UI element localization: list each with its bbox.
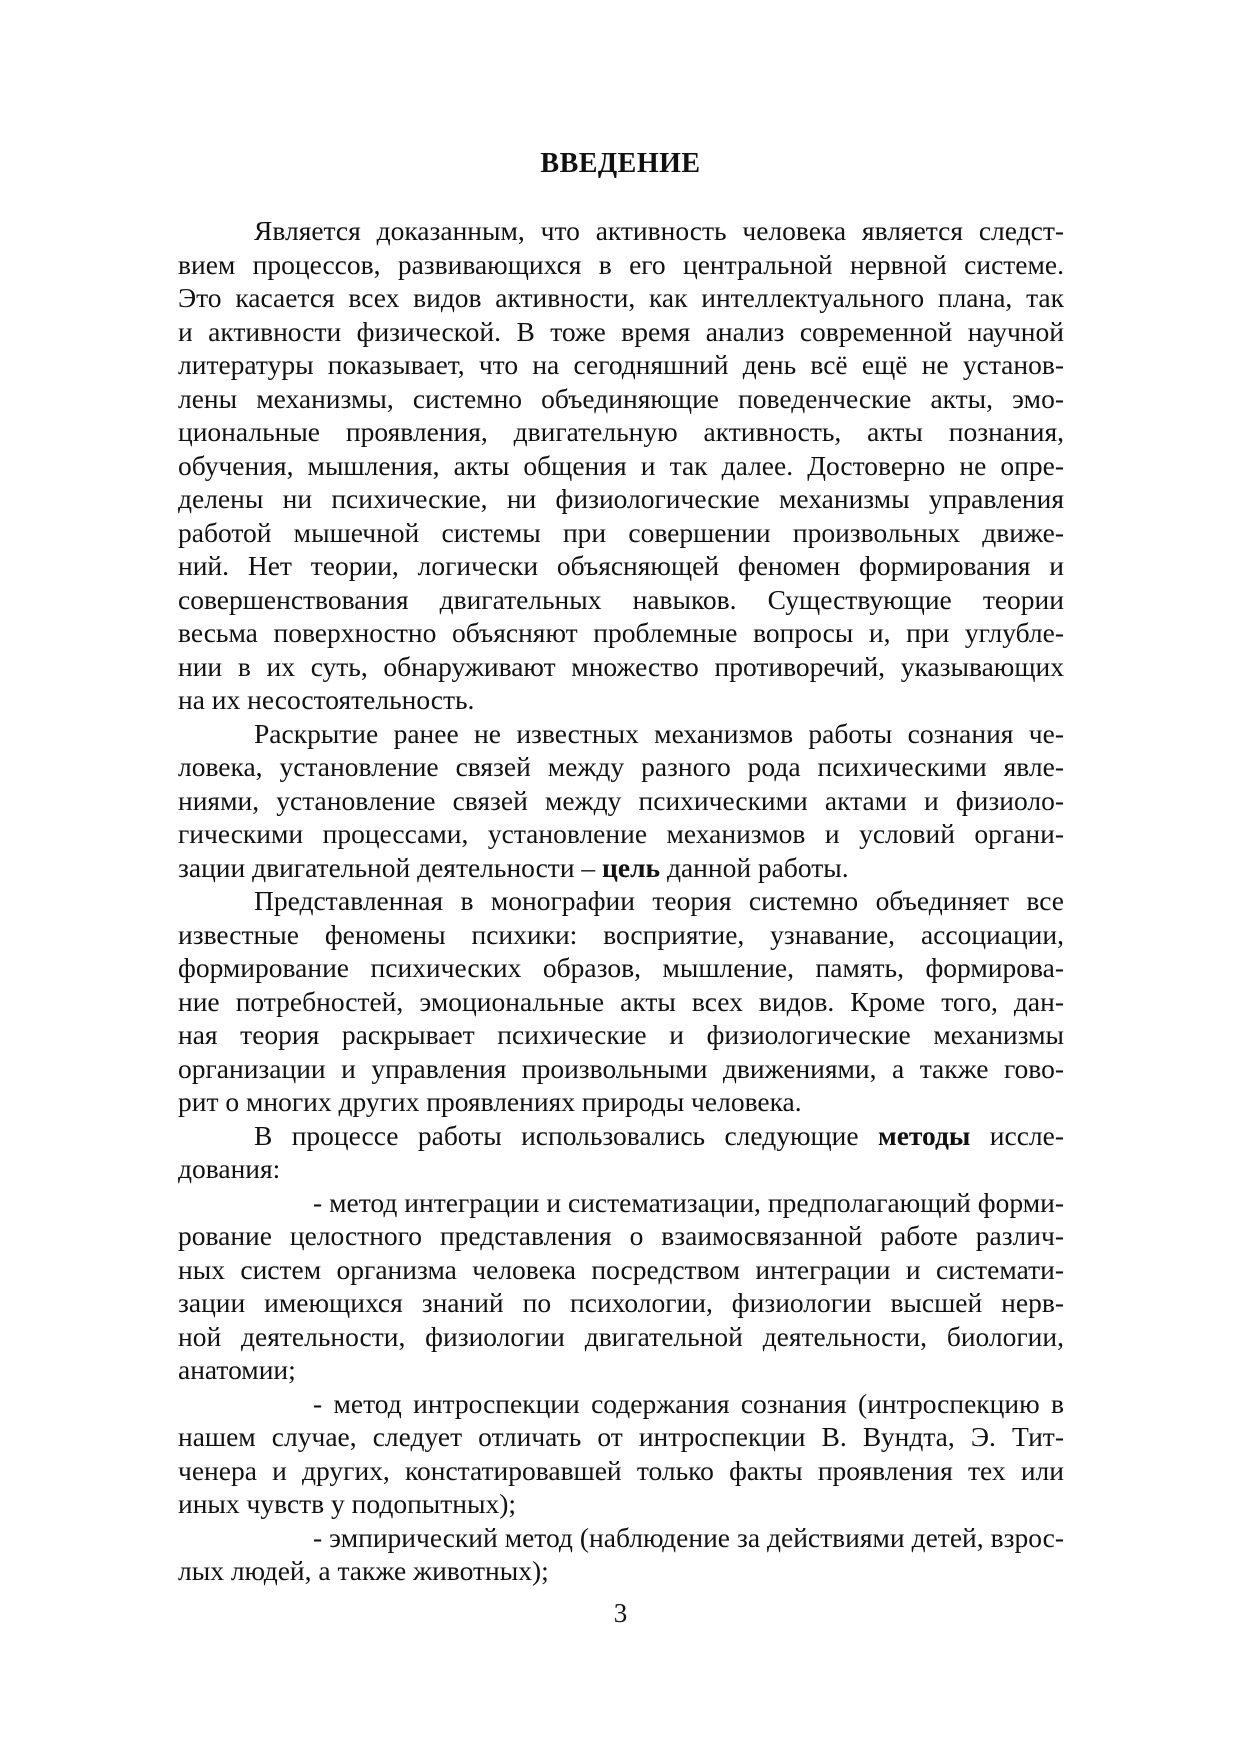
list-item-line: ченера и других, констатировавшей только факты проявления тех или	[178, 1454, 1064, 1486]
list-item-line: ной деятельности, физиологии двигательной деятельности, биологии,	[178, 1320, 1064, 1352]
text-line: нии в их суть, обнаруживают множество противоречий, указывающих	[178, 650, 1064, 682]
text-line: ловека, установление связей между разного рода психическими явле-	[178, 751, 1064, 782]
text-line: и активности физической. В тоже время анализ современной научной	[178, 315, 1064, 347]
text-line: обучения, мышления, акты общения и так далее. Достоверно не опре-	[178, 449, 1064, 481]
text-line: делены ни психические, ни физиологические механизмы управления	[178, 483, 1064, 514]
text-line: циональные проявления, двигательную активность, акты познания,	[178, 416, 1064, 447]
text-line: гическими процессами, установление механизмов и условий органи-	[178, 818, 1064, 849]
text-line: организации и управления произвольными движениями, а также гово-	[178, 1052, 1064, 1084]
text-line: ная теория раскрывает психические и физиологические механизмы	[178, 1019, 1064, 1050]
page-number: 3	[613, 1598, 628, 1628]
text-line: формирование психических образов, мышление, память, формирова-	[178, 952, 1064, 983]
list-item-line: иных чувств у подопытных);	[178, 1488, 517, 1519]
list-item-line: анатомии;	[178, 1354, 296, 1385]
text-line: на их несостоятельность.	[178, 684, 475, 715]
body-text	[178, 214, 1064, 1588]
text-line: совершенствования двигательных навыков. Существующие теории	[178, 583, 1064, 615]
list-item-line: - метод интеграции и систематизации, предполагающий форми-	[313, 1186, 1064, 1218]
text-run: В процессе работы использовались следующие	[254, 1119, 878, 1151]
text-line: рит о многих других проявлениях природы человека.	[178, 1086, 802, 1117]
list-item-line: лых людей, а также животных);	[178, 1555, 549, 1586]
list-item-line: - метод интроспекции содержания сознания (интроспекцию в	[313, 1387, 1064, 1419]
text-line: известные феномены психики: восприятие, узнавание, ассоциации,	[178, 918, 1064, 950]
text-line: лены механизмы, системно объединяющие поведенческие акты, эмо-	[178, 382, 1064, 414]
list-item-line: зации имеющихся знаний по психологии, физиологии высшей нерв-	[178, 1287, 1064, 1318]
list-item-line: ных систем организма человека посредством интеграции и системати-	[178, 1253, 1064, 1285]
text-line: ние потребностей, эмоциональные акты всех видов. Кроме того, дан-	[178, 985, 1064, 1017]
text-line: литературы показывает, что на сегодняшний день всё ещё не установ-	[178, 349, 1064, 380]
text-line: ний. Нет теории, логически объясняющей феномен формирования и	[178, 550, 1064, 581]
text-line	[178, 851, 1064, 885]
list-item-line: - эмпирический метод (наблюдение за действиями детей, взрос-	[313, 1521, 1064, 1553]
text-line: Представленная в монографии теория системно объединяет все	[254, 885, 1064, 916]
text-line: вием процессов, развивающихся в его центральной нервной системе.	[178, 248, 1064, 280]
text-line: ниями, установление связей между психическими актами и физиоло-	[178, 784, 1064, 816]
text-line: работой мышечной системы при совершении произвольных движе-	[178, 516, 1064, 548]
bold-term-methods: методы	[877, 1119, 971, 1151]
text-run: зации двигательной деятельности –	[178, 851, 603, 883]
bold-term-goal: цель	[602, 851, 661, 883]
text-line: Это касается всех видов активности, как интеллектуального плана, так	[178, 282, 1064, 313]
text-line: дования:	[178, 1153, 281, 1184]
text-line: весьма поверхностно объясняют проблемные вопросы и, при углубле-	[178, 617, 1064, 648]
text-line	[178, 1119, 1064, 1153]
list-item-line: рование целостного представления о взаимосвязанной работе различ-	[178, 1220, 1064, 1251]
text-line: Является доказанным, что активность человека является следст-	[254, 215, 1064, 246]
list-item-line: нашем случае, следует отличать от интроспекции В. Вундта, Э. Тит-	[178, 1421, 1064, 1452]
text-run: данной работы.	[660, 851, 849, 883]
text-line: Раскрытие ранее не известных механизмов работы сознания че-	[254, 717, 1064, 749]
section-heading: ВВЕДЕНИЕ	[540, 148, 701, 179]
text-run: иссле-	[970, 1119, 1064, 1151]
